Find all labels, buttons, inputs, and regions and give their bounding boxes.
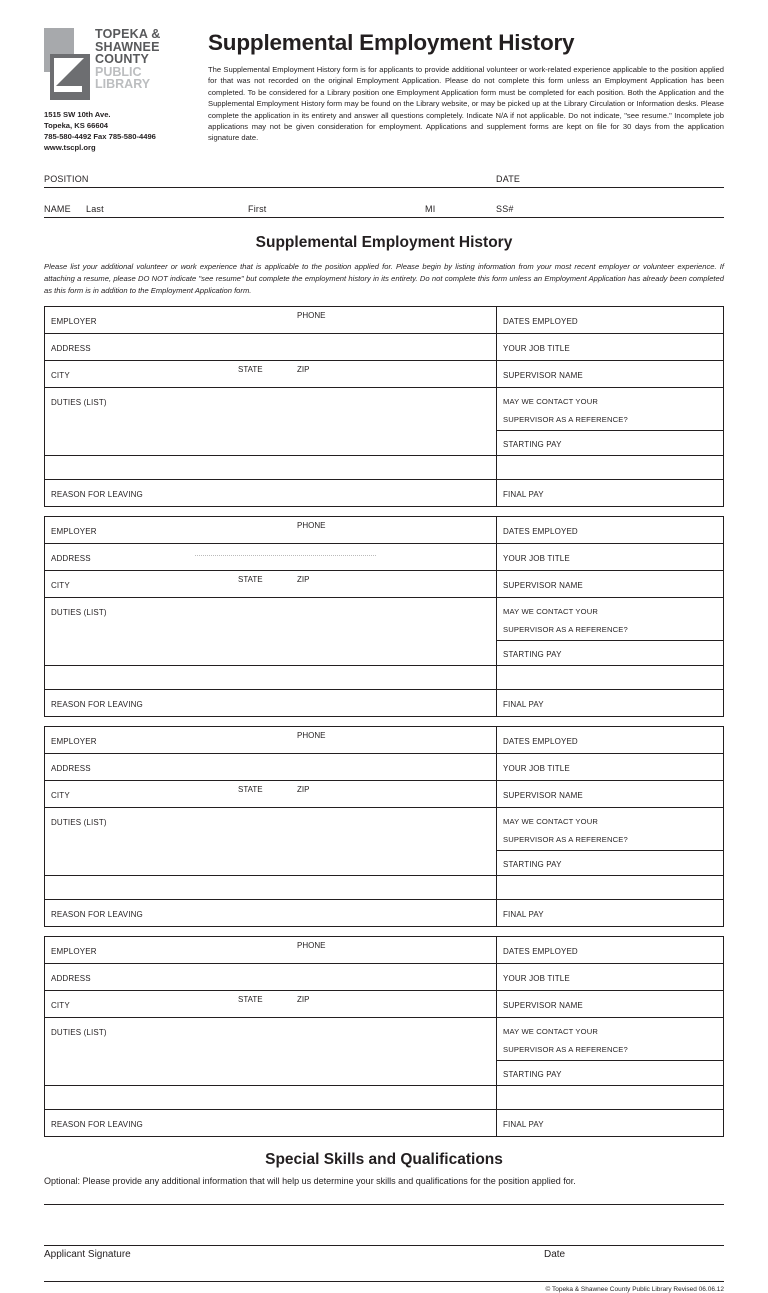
starting-pay-label: STARTING PAY <box>503 1070 562 1080</box>
address-line-1: 1515 SW 10th Ave. <box>44 110 111 119</box>
ssn-label: SS# <box>496 204 514 214</box>
duties-blank-row <box>45 1086 723 1110</box>
address-row <box>45 544 723 571</box>
address-line-2: Topeka, KS 66604 <box>44 121 109 130</box>
employer-field[interactable] <box>45 727 497 753</box>
duties-field[interactable] <box>45 598 497 665</box>
logo-line-5: LIBRARY <box>95 77 151 91</box>
skills-write-line[interactable] <box>44 1204 724 1205</box>
logo-wordmark <box>95 28 161 91</box>
city-field[interactable] <box>45 991 497 1017</box>
state-label: STATE <box>238 365 263 375</box>
address-row <box>45 964 723 991</box>
last-name-label: Last <box>86 204 104 214</box>
employer-block-2 <box>44 516 724 717</box>
logo-line-1: TOPEKA & <box>95 27 161 41</box>
duties-continuation-field[interactable] <box>45 1086 497 1109</box>
reason-row <box>45 690 723 716</box>
address-field[interactable] <box>45 334 497 360</box>
contact-supervisor-label-line2: SUPERVISOR AS A REFERENCE? <box>503 415 628 425</box>
address-field[interactable] <box>45 544 497 570</box>
duties-row <box>45 1018 723 1086</box>
logo-line-4: PUBLIC <box>95 64 142 79</box>
contact-pay-group <box>497 598 723 665</box>
duties-row <box>45 388 723 456</box>
special-skills-title: Special Skills and Qualifications <box>265 1151 503 1169</box>
dates-employed-label: DATES EMPLOYED <box>503 947 578 957</box>
supervisor-name-label: SUPERVISOR NAME <box>503 791 583 801</box>
city-row <box>45 571 723 598</box>
job-title-field[interactable] <box>497 544 723 570</box>
address-line-3: 785-580-4492 Fax 785-580-4496 <box>44 132 156 141</box>
state-label: STATE <box>238 785 263 795</box>
position-date-line[interactable] <box>44 167 724 188</box>
city-field[interactable] <box>45 571 497 597</box>
contact-pay-group <box>497 808 723 875</box>
zip-label: ZIP <box>297 995 310 1005</box>
duties-row <box>45 808 723 876</box>
duties-row <box>45 598 723 666</box>
employer-label: EMPLOYER <box>51 527 97 537</box>
reason-row <box>45 1110 723 1136</box>
duties-label: DUTIES (LIST) <box>51 818 107 828</box>
starting-pay-field[interactable] <box>497 1061 723 1085</box>
intro-paragraph: The Supplemental Employment History form is for applicants to provide additional volunteer or work-related experience applicable to the position applied for that was not recorded on the original Employment Application. Please do not complete this form unless an Employment Application has been completed. To be considered for a Library position one Employment Application form must be completed for each position. Both the Application and the Supplemental Employment History form may be found on the Library website, or may be picked up at the Library Circulation or Information desks. Please complete the application in its entirety and answer all questions completely. Indicate N/A if not applicable. Do not indicate, "see resume." Incomplete job applications may not be given consideration for employment. Applications and supplement forms are kept on file for 30 days from the application signature date. <box>208 65 724 143</box>
city-row <box>45 361 723 388</box>
final-pay-field[interactable] <box>497 1110 723 1136</box>
address-label: ADDRESS <box>51 764 91 774</box>
address-label: ADDRESS <box>51 974 91 984</box>
pay-blank-field[interactable] <box>497 456 723 479</box>
job-title-field[interactable] <box>497 754 723 780</box>
dates-employed-label: DATES EMPLOYED <box>503 527 578 537</box>
job-title-field[interactable] <box>497 964 723 990</box>
duties-field[interactable] <box>45 808 497 875</box>
employer-label: EMPLOYER <box>51 737 97 747</box>
supervisor-name-label: SUPERVISOR NAME <box>503 371 583 381</box>
dates-employed-field[interactable] <box>497 727 723 753</box>
logo-row <box>44 28 192 100</box>
signature-date-label: Date <box>544 1249 566 1261</box>
city-field[interactable] <box>45 781 497 807</box>
address-field[interactable] <box>45 964 497 990</box>
city-label: CITY <box>51 1001 70 1011</box>
pay-blank-field[interactable] <box>497 666 723 689</box>
pay-blank-field[interactable] <box>497 1086 723 1109</box>
zip-label: ZIP <box>297 575 310 585</box>
date-label: DATE <box>496 174 521 184</box>
employer-block-4 <box>44 936 724 1137</box>
reason-row <box>45 900 723 926</box>
signature-line[interactable] <box>44 1227 724 1246</box>
phone-label: PHONE <box>297 941 326 951</box>
duties-label: DUTIES (LIST) <box>51 1028 107 1038</box>
supervisor-name-field[interactable] <box>497 781 723 807</box>
final-pay-field[interactable] <box>497 690 723 716</box>
special-skills-note: Optional: Please provide any additional information that will help us determine your skills and qualifications for the position applied for. <box>44 1176 576 1187</box>
duties-label: DUTIES (LIST) <box>51 398 107 408</box>
contact-supervisor-field[interactable] <box>497 1018 723 1061</box>
employer-label: EMPLOYER <box>51 947 97 957</box>
pay-blank-field[interactable] <box>497 876 723 899</box>
contact-supervisor-label-line2: SUPERVISOR AS A REFERENCE? <box>503 1045 628 1055</box>
organization-address <box>44 109 192 153</box>
zip-label: ZIP <box>297 785 310 795</box>
employer-field[interactable] <box>45 307 497 333</box>
supervisor-name-label: SUPERVISOR NAME <box>503 1001 583 1011</box>
supervisor-name-field[interactable] <box>497 991 723 1017</box>
supervisor-name-field[interactable] <box>497 361 723 387</box>
final-pay-label: FINAL PAY <box>503 1120 544 1130</box>
employer-block-3 <box>44 726 724 927</box>
dates-employed-field[interactable] <box>497 937 723 963</box>
dates-employed-field[interactable] <box>497 517 723 543</box>
reason-for-leaving-label: REASON FOR LEAVING <box>51 910 143 920</box>
page-title: Supplemental Employment History <box>208 30 575 55</box>
job-title-label: YOUR JOB TITLE <box>503 344 570 354</box>
state-label: STATE <box>238 575 263 585</box>
contact-supervisor-field[interactable] <box>497 808 723 851</box>
applicant-signature-label: Applicant Signature <box>44 1249 131 1261</box>
employer-row <box>45 727 723 754</box>
employer-field[interactable] <box>45 937 497 963</box>
dates-employed-field[interactable] <box>497 307 723 333</box>
contact-pay-group <box>497 1018 723 1085</box>
section-instructions: Please list your additional volunteer or work experience that is applicable to the position applied for. Please begin by listing information from your most recent employer or volunteer experience. If attaching a resume, please DO NOT indicate "see resume" but complete the employment history in its entirety. Do not complete this form unless an Employment Application has already been completed as this form is in addition to the Employment Application form. <box>44 262 724 295</box>
city-row <box>45 991 723 1018</box>
city-row <box>45 781 723 808</box>
reason-for-leaving-label: REASON FOR LEAVING <box>51 1120 143 1130</box>
job-title-field[interactable] <box>497 334 723 360</box>
duties-continuation-field[interactable] <box>45 456 497 479</box>
dates-employed-label: DATES EMPLOYED <box>503 737 578 747</box>
page-footer: © Topeka & Shawnee County Public Library Revised 06.06.12 <box>44 1281 724 1293</box>
starting-pay-label: STARTING PAY <box>503 440 562 450</box>
employer-row <box>45 307 723 334</box>
phone-label: PHONE <box>297 731 326 741</box>
reason-for-leaving-field[interactable] <box>45 1110 497 1136</box>
name-label: NAME <box>44 204 71 214</box>
contact-supervisor-field[interactable] <box>497 388 723 431</box>
duties-continuation-field[interactable] <box>45 666 497 689</box>
page-header <box>44 28 724 153</box>
contact-supervisor-label-line2: SUPERVISOR AS A REFERENCE? <box>503 835 628 845</box>
section-title: Supplemental Employment History <box>255 234 513 251</box>
zip-label: ZIP <box>297 365 310 375</box>
duties-blank-row <box>45 876 723 900</box>
address-line-4: www.tscpl.org <box>44 143 96 152</box>
starting-pay-field[interactable] <box>497 431 723 455</box>
name-line[interactable] <box>44 197 724 218</box>
address-label: ADDRESS <box>51 344 91 354</box>
address-field[interactable] <box>45 754 497 780</box>
final-pay-label: FINAL PAY <box>503 910 544 920</box>
state-label: STATE <box>238 995 263 1005</box>
supervisor-name-field[interactable] <box>497 571 723 597</box>
employer-row <box>45 517 723 544</box>
duties-field[interactable] <box>45 1018 497 1085</box>
phone-label: PHONE <box>297 311 326 321</box>
employer-field[interactable] <box>45 517 497 543</box>
reason-for-leaving-label: REASON FOR LEAVING <box>51 700 143 710</box>
contact-supervisor-label-line1: MAY WE CONTACT YOUR <box>503 817 598 827</box>
final-pay-field[interactable] <box>497 480 723 506</box>
starting-pay-field[interactable] <box>497 851 723 875</box>
final-pay-field[interactable] <box>497 900 723 926</box>
duties-field[interactable] <box>45 388 497 455</box>
reason-for-leaving-field[interactable] <box>45 480 497 506</box>
starting-pay-label: STARTING PAY <box>503 860 562 870</box>
address-label: ADDRESS <box>51 554 91 564</box>
city-label: CITY <box>51 791 70 801</box>
logo-line-2: SHAWNEE <box>95 39 160 54</box>
duties-label: DUTIES (LIST) <box>51 608 107 618</box>
final-pay-label: FINAL PAY <box>503 490 544 500</box>
employer-label: EMPLOYER <box>51 317 97 327</box>
contact-supervisor-label-line1: MAY WE CONTACT YOUR <box>503 607 598 617</box>
duties-blank-row <box>45 456 723 480</box>
supervisor-name-label: SUPERVISOR NAME <box>503 581 583 591</box>
final-pay-label: FINAL PAY <box>503 700 544 710</box>
contact-supervisor-field[interactable] <box>497 598 723 641</box>
mi-label: MI <box>425 204 436 214</box>
job-title-label: YOUR JOB TITLE <box>503 764 570 774</box>
dates-employed-label: DATES EMPLOYED <box>503 317 578 327</box>
address-row <box>45 334 723 361</box>
contact-supervisor-label-line1: MAY WE CONTACT YOUR <box>503 397 598 407</box>
duties-blank-row <box>45 666 723 690</box>
dotted-divider <box>195 555 376 556</box>
city-field[interactable] <box>45 361 497 387</box>
first-name-label: First <box>248 204 267 214</box>
job-title-label: YOUR JOB TITLE <box>503 974 570 984</box>
phone-label: PHONE <box>297 521 326 531</box>
signature-labels <box>44 1249 724 1265</box>
reason-row <box>45 480 723 506</box>
starting-pay-field[interactable] <box>497 641 723 665</box>
contact-supervisor-label-line1: MAY WE CONTACT YOUR <box>503 1027 598 1037</box>
address-row <box>45 754 723 781</box>
city-label: CITY <box>51 371 70 381</box>
employer-block-1 <box>44 306 724 507</box>
city-label: CITY <box>51 581 70 591</box>
duties-continuation-field[interactable] <box>45 876 497 899</box>
header-text-block <box>192 28 724 144</box>
contact-supervisor-label-line2: SUPERVISOR AS A REFERENCE? <box>503 625 628 635</box>
logo-block <box>44 28 192 153</box>
job-title-label: YOUR JOB TITLE <box>503 554 570 564</box>
contact-pay-group <box>497 388 723 455</box>
reason-for-leaving-field[interactable] <box>45 690 497 716</box>
reason-for-leaving-field[interactable] <box>45 900 497 926</box>
logo-line-3: COUNTY <box>95 52 149 66</box>
position-label: POSITION <box>44 174 89 184</box>
employer-row <box>45 937 723 964</box>
reason-for-leaving-label: REASON FOR LEAVING <box>51 490 143 500</box>
library-logo-icon <box>44 28 90 100</box>
starting-pay-label: STARTING PAY <box>503 650 562 660</box>
